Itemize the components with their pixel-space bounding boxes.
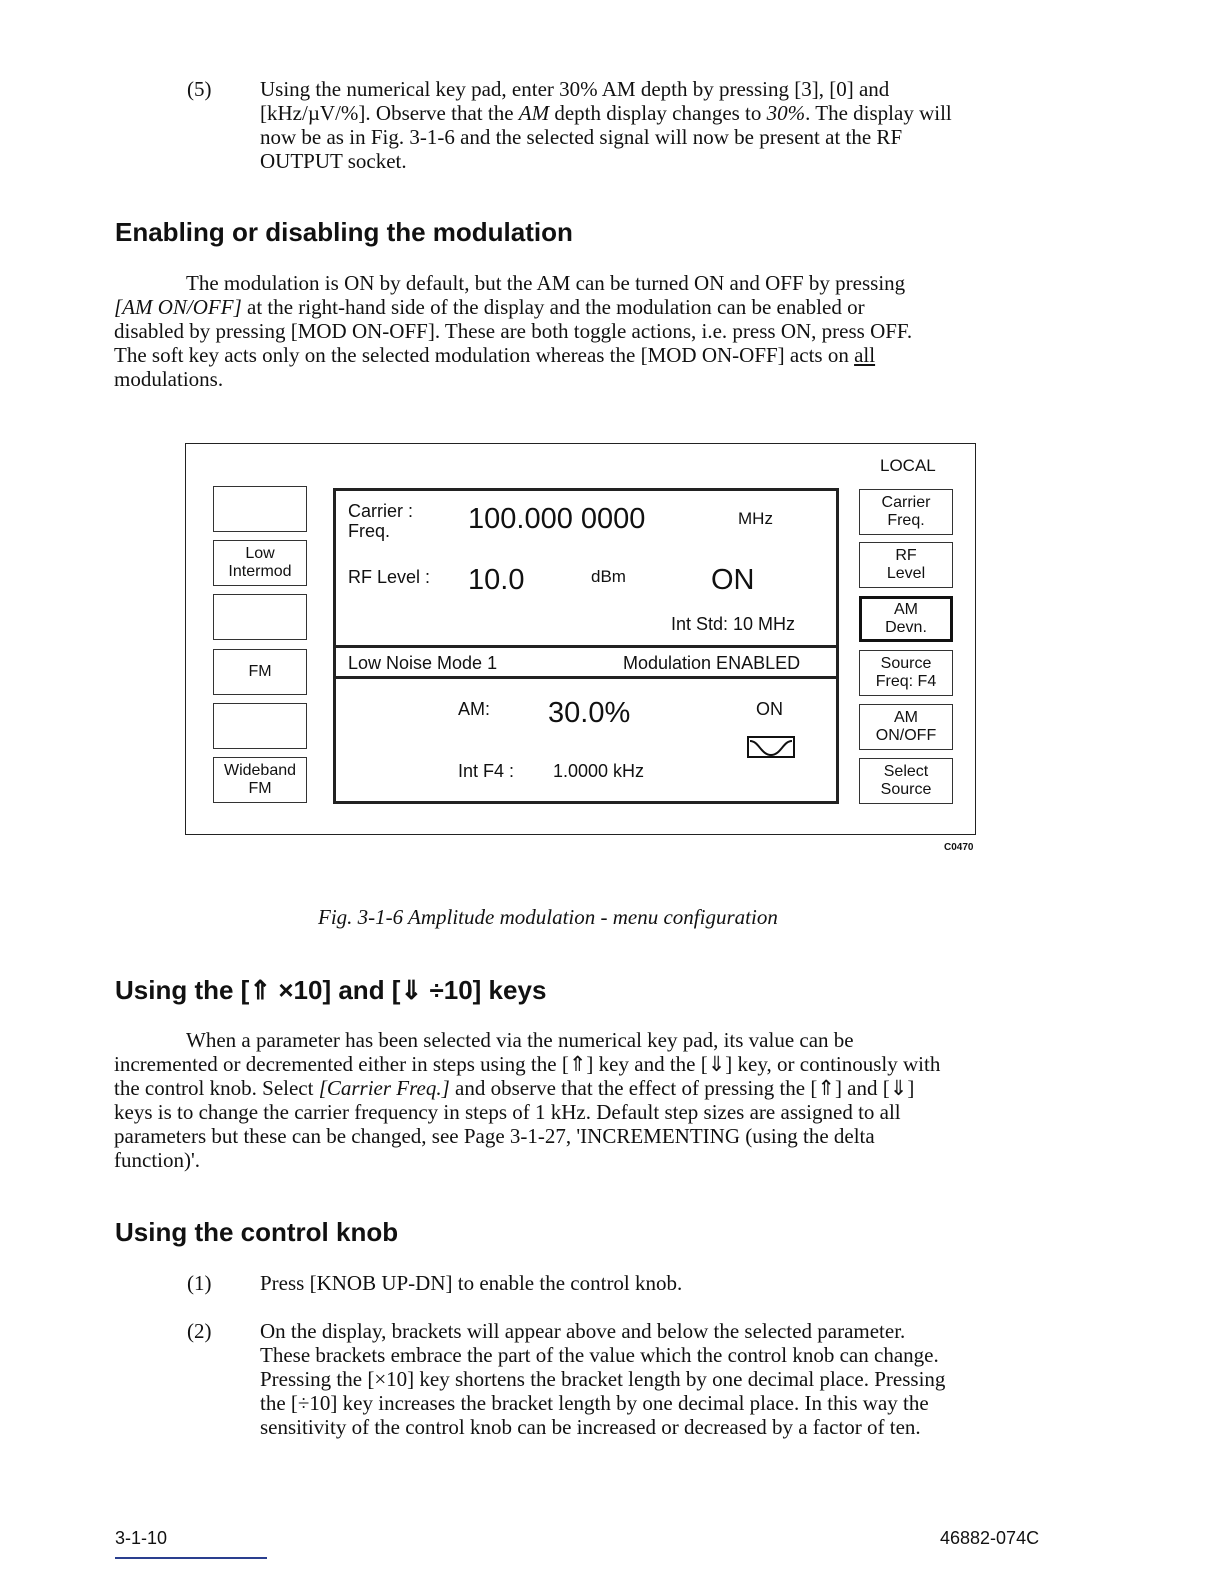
text-line: sensitivity of the control knob can be increased or decreased by a factor of ten.: [260, 1415, 921, 1439]
text-line: These brackets embrace the part of the value which the control knob can change.: [260, 1343, 939, 1367]
section-heading: Enabling or disabling the modulation: [115, 217, 573, 247]
document-number: 46882-074C: [940, 1528, 1040, 1548]
text-line: modulations.: [114, 367, 224, 391]
text-line: the [÷10] key increases the bracket length by one decimal place. In this way the: [260, 1391, 929, 1415]
carrier-freq-unit: MHz: [738, 509, 773, 528]
right-softkey-source-freq[interactable]: Source Freq: F4: [859, 650, 953, 696]
left-softkey-low-intermod[interactable]: Low Intermod: [213, 540, 307, 586]
text-line: parameters but these can be changed, see Page 3-1-27, 'INCREMENTING (using the delta: [114, 1124, 875, 1148]
mod-source-label: Int F4 :: [458, 761, 515, 781]
right-softkey-rf-level[interactable]: RF Level: [859, 542, 953, 588]
section-1-paragraph: [114, 271, 1050, 391]
text-line: the control knob. Select [Carrier Freq.] and observe that the effect of pressing the [⇑] and [⇓]: [114, 1076, 915, 1100]
int-std-readout: Int Std: 10 MHz: [671, 614, 796, 634]
text-line: On the display, brackets will appear above and below the selected parameter.: [260, 1319, 906, 1343]
text-line: When a parameter has been selected via the numerical key pad, its value can be: [186, 1028, 854, 1052]
mod-source-value: 1.0000 kHz: [553, 761, 645, 781]
text-line: The soft key acts only on the selected modulation whereas the [MOD ON-OFF] acts on all: [114, 343, 876, 367]
section-heading: Using the [⇑ ×10] and [⇓ ÷10] keys: [115, 975, 547, 1005]
modulation-status: Modulation ENABLED: [623, 653, 801, 673]
right-softkey-carrier-freq[interactable]: Carrier Freq.: [859, 489, 953, 535]
rf-level-unit: dBm: [591, 567, 626, 586]
down-arrow-icon: ⇓: [400, 975, 423, 1005]
carrier-freq-value: 100.000 0000: [468, 503, 646, 535]
up-arrow-icon: ⇑: [249, 975, 272, 1005]
lcd-status-bar: [333, 645, 839, 679]
left-softkey-1[interactable]: [213, 486, 307, 532]
section-heading: Using the control knob: [115, 1217, 399, 1247]
step-number: (1): [187, 1271, 212, 1295]
rf-level-value: 10.0: [468, 564, 525, 596]
text-line: Pressing the [×10] key shortens the bracket length by one decimal place. Pressing: [260, 1367, 946, 1391]
left-softkey-3[interactable]: [213, 594, 307, 640]
figure-code: C0470: [944, 842, 974, 853]
rf-output-state: ON: [711, 564, 755, 596]
text-line: [AM ON/OFF] at the right-hand side of the display and the modulation can be enabled or: [114, 295, 865, 319]
footer-rule: [115, 1557, 267, 1559]
lcd-carrier-panel: [333, 488, 839, 648]
instrument-display-figure: [185, 443, 976, 835]
page-number: 3-1-10: [115, 1528, 168, 1548]
text-line: [kHz/µV/%]. Observe that the AM depth display changes to 30%. The display will: [260, 101, 952, 125]
right-softkey-select-source[interactable]: Select Source: [859, 758, 953, 804]
step-number: (2): [187, 1319, 212, 1343]
text-line: Using the numerical key pad, enter 30% AM depth by pressing [3], [0] and: [260, 77, 890, 101]
am-depth-value: 30.0%: [548, 697, 631, 729]
text-line: now be as in Fig. 3-1-6 and the selected signal will now be present at the RF: [260, 125, 903, 149]
left-softkey-fm[interactable]: FM: [213, 649, 307, 695]
noise-mode: Low Noise Mode 1: [348, 653, 498, 673]
lcd-modulation-panel: [333, 676, 839, 804]
text-line: incremented or decremented either in steps using the [⇑] key and the [⇓] key, or continously with: [114, 1052, 941, 1076]
text-line: function)'.: [114, 1148, 201, 1172]
text-line: keys is to change the carrier frequency in steps of 1 kHz. Default step sizes are assigned to all: [114, 1100, 901, 1124]
sine-wave-icon: [747, 735, 795, 759]
local-indicator: LOCAL: [880, 456, 936, 475]
section-2-paragraph: [114, 1028, 1050, 1172]
right-softkey-am-on-off[interactable]: AM ON/OFF: [859, 704, 953, 750]
text-line: disabled by pressing [MOD ON-OFF]. These are both toggle actions, i.e. press ON, press OFF.: [114, 319, 913, 343]
am-label: AM:: [458, 699, 491, 719]
figure-caption: Fig. 3-1-6 Amplitude modulation - menu configuration: [318, 905, 778, 929]
step-2-text: [260, 1319, 1050, 1439]
carrier-freq-label: Carrier : Freq.: [348, 501, 414, 541]
text-line: OUTPUT socket.: [260, 149, 407, 173]
text-line: The modulation is ON by default, but the AM can be turned ON and OFF by pressing: [186, 271, 906, 295]
left-softkey-5[interactable]: [213, 703, 307, 749]
am-state: ON: [756, 699, 783, 719]
left-softkey-wideband-fm[interactable]: Wideband FM: [213, 757, 307, 803]
right-softkey-am-devn[interactable]: AM Devn.: [859, 596, 953, 642]
step-number: (5): [187, 77, 212, 101]
step-5-text: [260, 77, 1050, 173]
step-1-text: Press [KNOB UP-DN] to enable the control knob.: [260, 1271, 683, 1295]
rf-level-label: RF Level :: [348, 567, 431, 587]
